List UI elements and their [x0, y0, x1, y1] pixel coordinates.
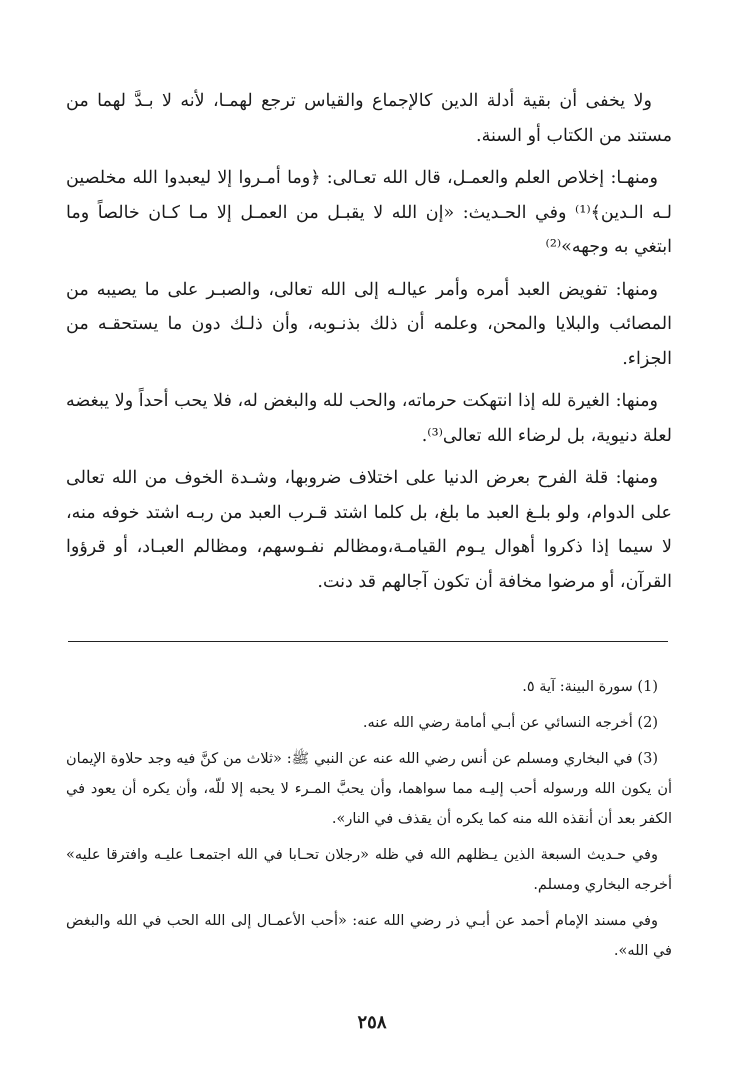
page-number: ٢٥٨ [357, 1012, 387, 1033]
paragraph-reliance: ومنها: تفويض العبد أمره وأمر عيالـه إلى الله تعالى، والصبـر على ما يصيبه من المصائب والبلايا والمحن، وعلمه أن ذلك بذنـوبه، وأن ذلـك دون ما يستحقـه من الجزاء. [66, 279, 672, 369]
footnote-3-continued-musnad-ahmad: وفي مسند الإمام أحمد عن أبـي ذر رضي الله عنه: «أحب الأعمـال إلى الله الحب في الله والبغض في الله». [66, 913, 672, 959]
footnote-1: (1) سورة البينة: آية ٥. [522, 679, 658, 695]
main-text [66, 84, 672, 607]
paragraph-evidence: ولا يخفى أن بقية أدلة الدين كالإجماع والقياس ترجع لهمـا، لأنه لا بـدَّ لهما من مستند من الكتاب أو السنة. [66, 91, 672, 146]
footnote-3-continued-hadith-seven: وفي حـديث السبعة الذين يـظلهم الله في ظله «رجلان تحـابا في الله اجتمعـا عليـه وافترقا عليه» أخرجه البخاري ومسلم. [66, 847, 672, 893]
paragraph-jealousy-for-god: ومنها: الغيرة لله إذا انتهكت حرماته، والحب لله والبغض له، فلا يحب أحداً ولا يبغضه لعلة دنيوية، بل لرضاء الله تعالى⁽³⁾. [66, 391, 672, 446]
paragraph-fear: ومنها: قلة الفرح بعرض الدنيا على اختلاف ضروبها، وشـدة الخوف من الله تعالى على الدوام، ولو بلـغ العبد ما بلغ، بل كلما اشتد قـرب العبد من ربـه اشتد خوفه منه، لا سيما إذا ذكروا أهوال يـوم القيامـة،ومظالم نفـوسهم، ومظالم العبـاد، أو قرؤوا القرآن، أو مرضوا مخافة أن تكون آجالهم قد دنت. [66, 468, 672, 592]
footnotes [66, 672, 672, 972]
footnote-3: (3) في البخاري ومسلم عن أنس رضي الله عنه عن النبي ﷺ: «ثلاث من كنَّ فيه وجد حلاوة الإيمان أن يكون الله ورسوله أحب إليـه مما سواهما، وأن يحبَّ المـرء لا يحبه إلا للّه، وأن يكره أن يعود في الكفر بعد أن أنقذه الله منه كما يكره أن يقذف في النار». [66, 751, 672, 827]
footnote-2: (2) أخرجه النسائي عن أبـي أمامة رضي الله عنه. [362, 715, 658, 731]
footnote-divider [68, 641, 668, 642]
paragraph-sincerity: ومنهـا: إخلاص العلم والعمـل، قال الله تعـالى: ﴿وما أمـروا إلا ليعبدوا الله مخلصين لـه الـدين﴾⁽¹⁾ وفي الحـديث: «إن الله لا يقبـل من العمـل إلا مـا كـان خالصاً وما ابتغي به وجهه»⁽²⁾ [66, 168, 673, 257]
